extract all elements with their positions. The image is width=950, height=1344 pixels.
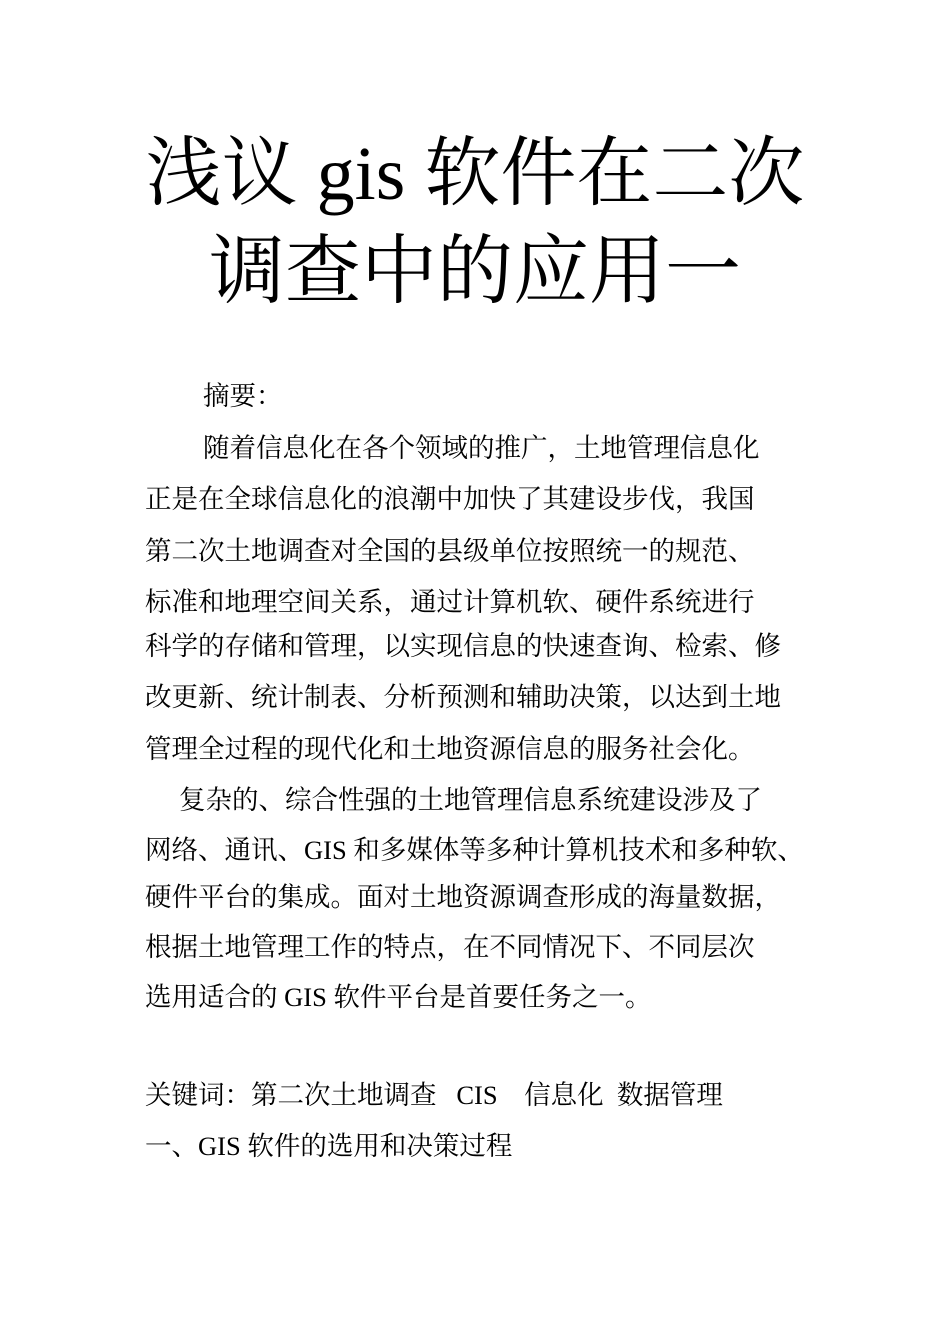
paragraph-1-line: 正是在全球信息化的浪潮中加快了其建设步伐，我国 <box>145 484 755 514</box>
paragraph-2-line: 选用适合的 GIS 软件平台是首要任务之一。 <box>145 982 652 1012</box>
paragraph-2-line: 网络、通讯、GIS 和多媒体等多种计算机技术和多种软、 <box>145 835 804 865</box>
paragraph-1-line: 管理全过程的现代化和土地资源信息的服务社会化。 <box>145 734 755 764</box>
paragraph-1-line: 科学的存储和管理，以实现信息的快速查询、检索、修 <box>145 631 781 661</box>
title-line-1: 浅议 gis 软件在二次 <box>145 132 805 216</box>
paragraph-1-line: 标准和地理空间关系，通过计算机软、硬件系统进行 <box>145 587 755 617</box>
paragraph-2-line: 根据土地管理工作的特点，在不同情况下、不同层次 <box>145 932 755 962</box>
title-line-2: 调查中的应用一 <box>209 230 741 314</box>
paragraph-2-line: 硬件平台的集成。面对土地资源调查形成的海量数据， <box>145 882 781 912</box>
abstract-label: 摘要： <box>203 381 283 411</box>
paragraph-1-line: 第二次土地调查对全国的县级单位按照统一的规范、 <box>145 536 755 566</box>
keywords-line: 关键词：第二次土地调查 CIS 信息化 数据管理 <box>145 1080 723 1110</box>
paragraph-1-line: 改更新、统计制表、分析预测和辅助决策，以达到土地 <box>145 682 781 712</box>
paragraph-1-line: 随着信息化在各个领域的推广，土地管理信息化 <box>203 433 760 463</box>
paragraph-2-line: 复杂的、综合性强的土地管理信息系统建设涉及了 <box>179 785 762 815</box>
section-1-heading: 一、GIS 软件的选用和决策过程 <box>145 1131 513 1161</box>
